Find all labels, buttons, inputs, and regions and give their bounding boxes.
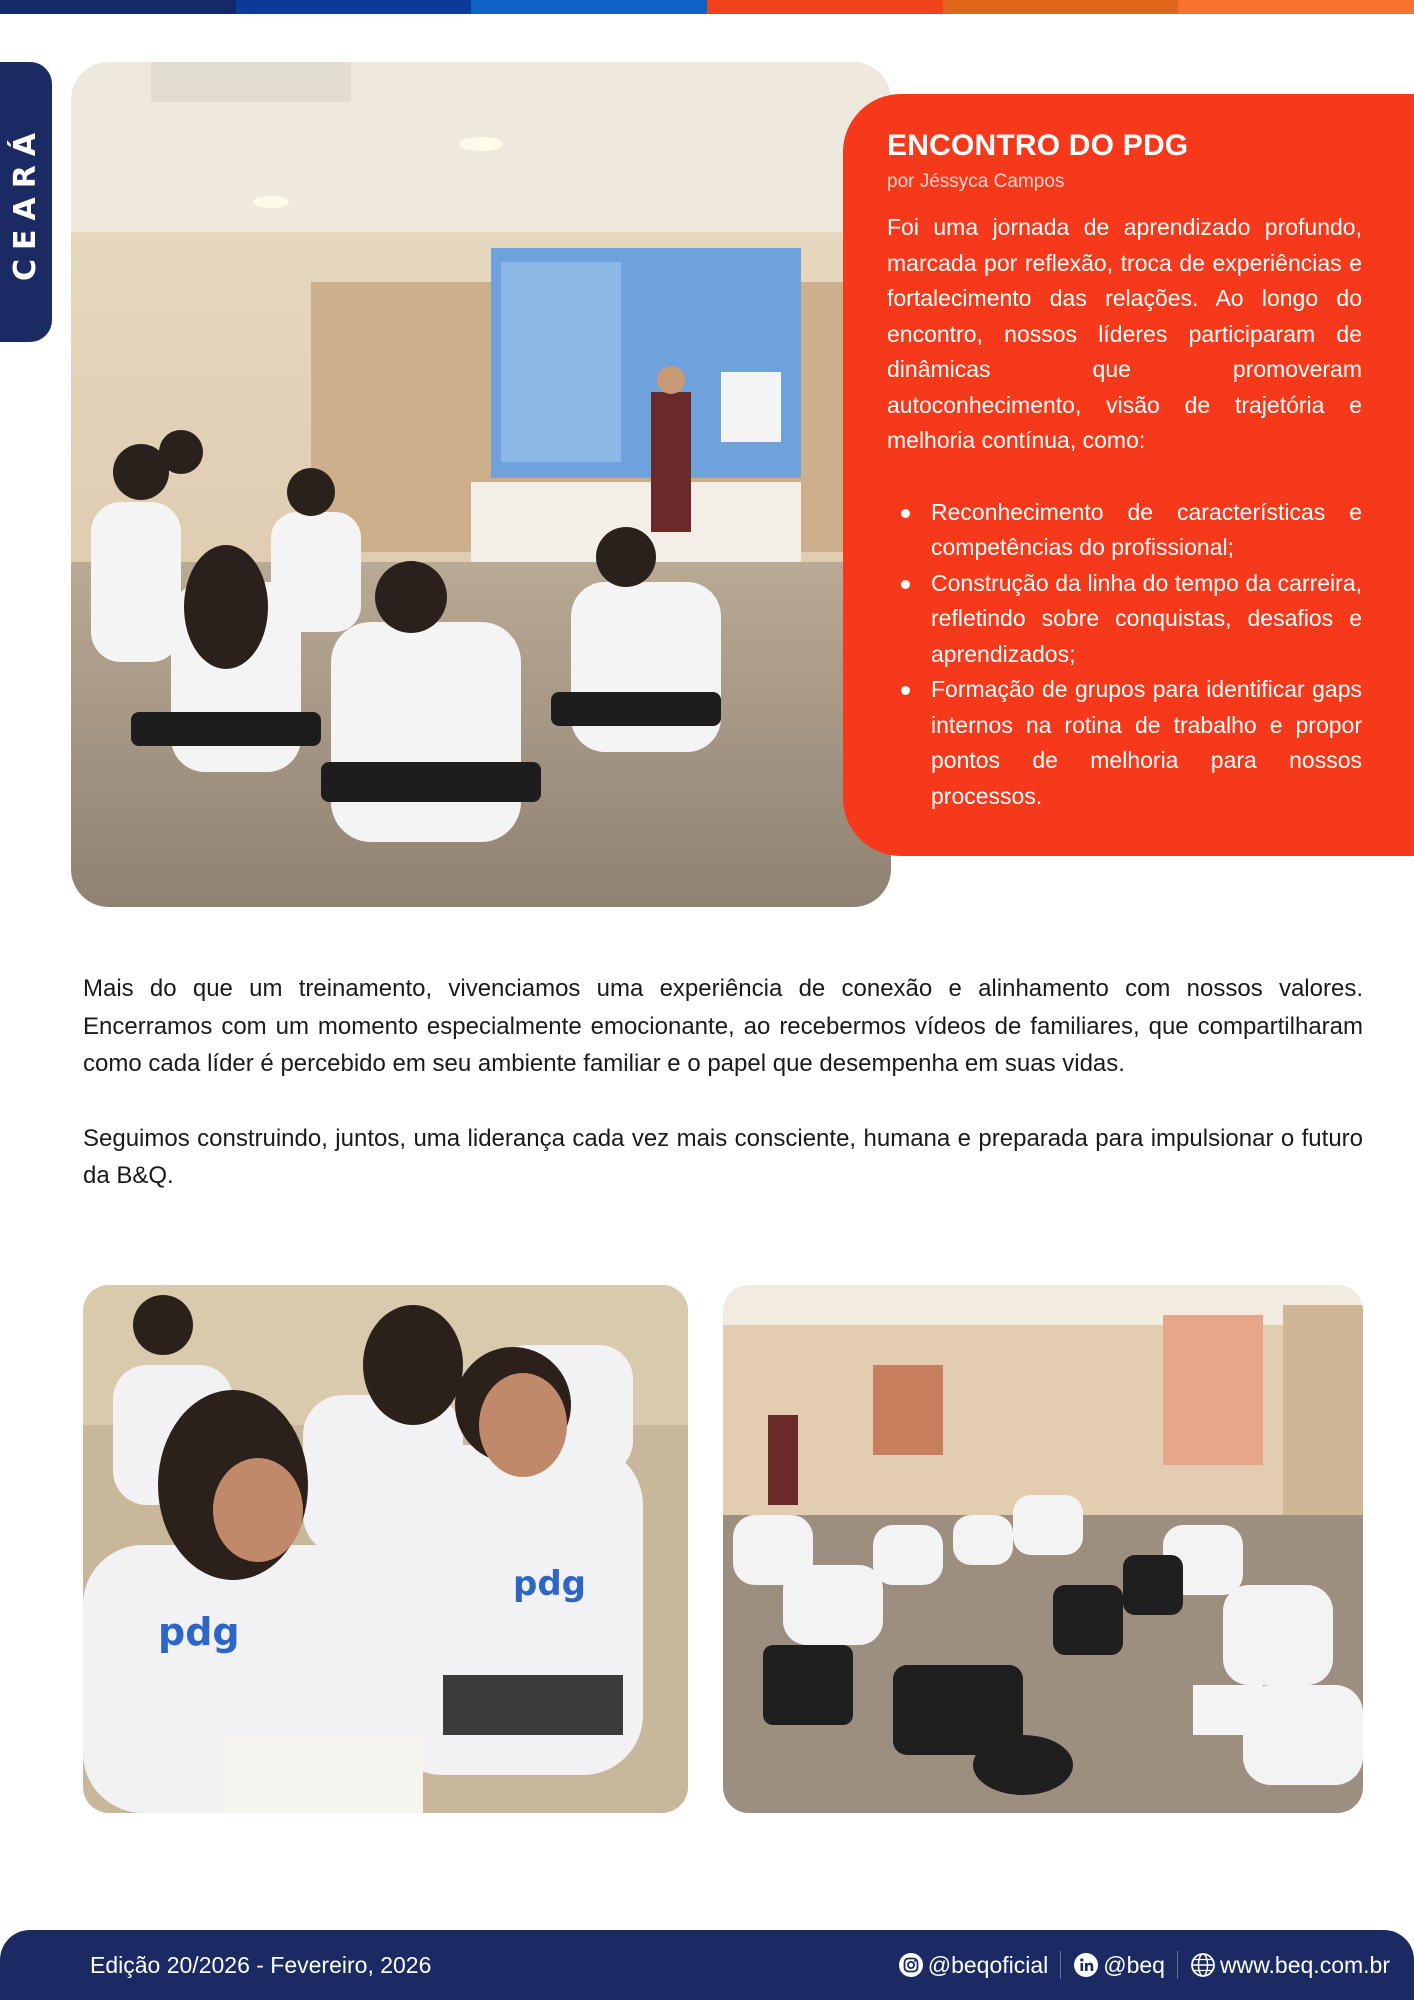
article-card	[843, 94, 1414, 856]
globe-icon	[1190, 1952, 1216, 1978]
footer-divider	[1177, 1951, 1178, 1979]
main-event-photo	[71, 62, 891, 907]
instagram-link[interactable]	[898, 1952, 1049, 1979]
svg-text:pdg: pdg	[158, 1610, 240, 1654]
article-intro: Foi uma jornada de aprendizado profundo, marcada por reflexão, troca de experiências e fortalecimento das relações. Ao longo do encontro, nossos líderes participaram de dinâmicas que promoveram autoconhecimento, visão de trajetória e melhoria contínua, como:	[887, 214, 1362, 453]
instagram-handle: @beqoficial	[927, 1951, 1049, 1978]
article-bullet-list	[887, 495, 1362, 815]
instagram-icon	[898, 1952, 924, 1978]
top-color-strip	[0, 0, 1414, 14]
article-title: ENCONTRO DO PDG	[887, 129, 1189, 162]
body-paragraph: Mais do que um treinamento, vivenciamos uma experiência de conexão e alinhamento com nossos valores. Encerramos com um momento especialmente emocionante, ao recebermos vídeos de familiares, que compartilharam como cada líder é percebido em seu ambiente familiar e o papel que desempenha em suas vidas.	[83, 975, 1363, 1077]
participants-writing-photo	[83, 1285, 688, 1813]
linkedin-link[interactable]	[1073, 1952, 1165, 1979]
bullet-item: Formação de grupos para identificar gaps internos na rotina de trabalho e propor pontos de melhoria para nossos processos.	[887, 672, 1362, 814]
footer-links	[898, 1951, 1390, 1979]
classroom-photo	[723, 1285, 1363, 1813]
bullet-item: Reconhecimento de características e competências do profissional;	[887, 495, 1362, 566]
strip-segment	[0, 0, 236, 14]
website-url: www.beq.com.br	[1219, 1951, 1390, 1978]
strip-segment	[943, 0, 1179, 14]
article-body	[83, 970, 1363, 1195]
strip-segment	[1178, 0, 1414, 14]
strip-segment	[707, 0, 943, 14]
page-footer	[0, 1930, 1414, 2000]
bullet-item: Construção da linha do tempo da carreira, refletindo sobre conquistas, desafios e aprendizados;	[887, 566, 1362, 673]
edition-label: Edição 20/2026 - Fevereiro, 2026	[90, 1951, 432, 1978]
svg-text:pdg: pdg	[513, 1564, 587, 1604]
region-tab	[0, 62, 52, 342]
footer-divider	[1060, 1951, 1061, 1979]
body-paragraph: Seguimos construindo, juntos, uma liderança cada vez mais consciente, humana e preparada para impulsionar o futuro da B&Q.	[83, 1124, 1363, 1189]
website-link[interactable]	[1190, 1952, 1390, 1979]
strip-segment	[471, 0, 707, 14]
linkedin-icon	[1073, 1952, 1099, 1978]
region-label: CEARÁ	[8, 123, 44, 281]
article-byline: por Jéssyca Campos	[887, 171, 1065, 192]
linkedin-handle: @beq	[1103, 1951, 1165, 1978]
strip-segment	[236, 0, 472, 14]
